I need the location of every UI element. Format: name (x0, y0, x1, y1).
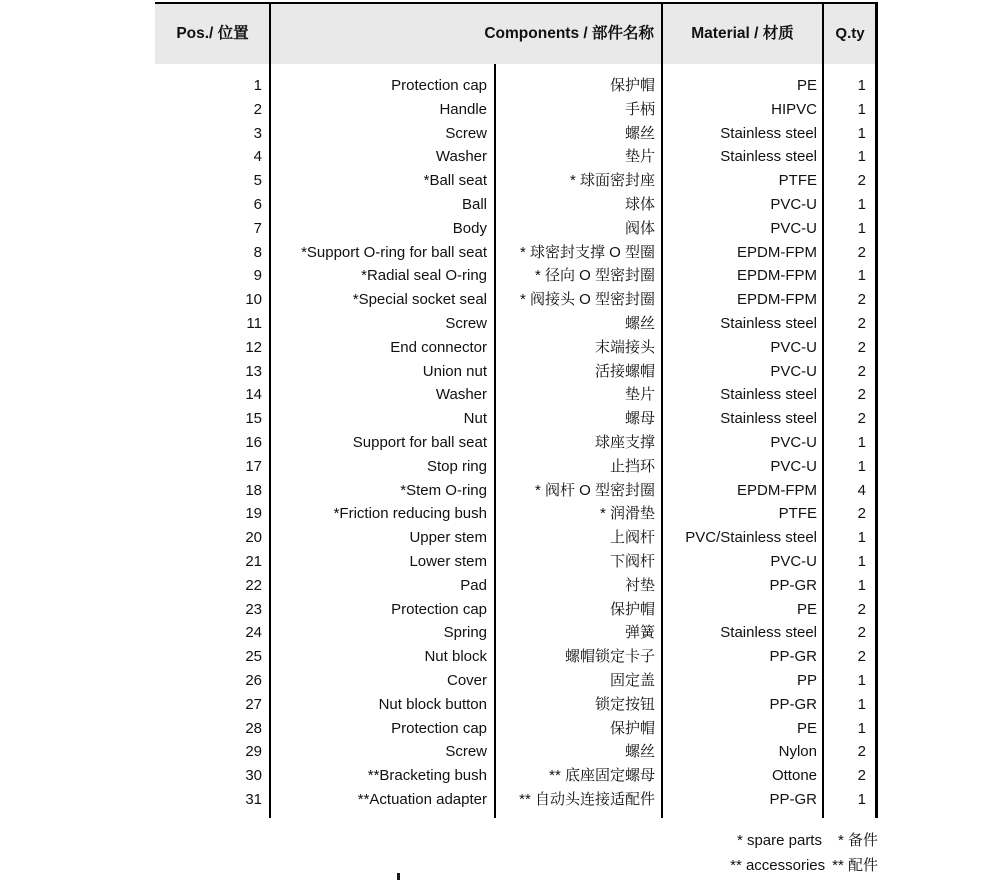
cell-qty: 1 (857, 529, 866, 547)
cell-pos: 6 (253, 195, 262, 213)
cell-pos: 2 (253, 100, 262, 118)
cell-en: *Radial seal O-ring (361, 267, 487, 285)
cell-zh: 末端接头 (594, 338, 655, 356)
cell-qty: 2 (857, 338, 866, 356)
cell-mat: PP (796, 671, 817, 689)
table-row (155, 122, 878, 146)
footnote-accessories (155, 853, 878, 878)
table-row (155, 502, 878, 526)
cell-en: Protection cap (391, 600, 487, 618)
cell-qty: 4 (857, 481, 866, 499)
cell-pos: 22 (245, 576, 262, 594)
cell-qty: 2 (857, 172, 866, 190)
cell-en: Washer (435, 148, 487, 166)
cell-pos: 11 (246, 314, 262, 332)
cell-qty: 1 (857, 719, 866, 737)
cell-mat: PP-GR (769, 648, 817, 666)
table-row (155, 621, 878, 645)
cell-qty: 1 (857, 576, 866, 594)
cell-pos: 7 (253, 219, 262, 237)
table-row (155, 693, 878, 717)
cell-qty: 1 (857, 433, 866, 451)
cell-zh: 螺丝 (624, 124, 655, 142)
cell-zh: 下阀杆 (609, 552, 655, 570)
cell-en: Ball (461, 195, 487, 213)
header-components: Components / 部件名称 (484, 25, 654, 42)
cell-en: Union nut (422, 362, 487, 380)
cell-zh: 上阀杆 (609, 529, 655, 547)
cell-qty: 2 (857, 410, 866, 428)
cell-zh: 保护帽 (609, 600, 655, 618)
cell-mat: Stainless steel (720, 148, 817, 166)
cell-qty: 2 (857, 243, 866, 261)
cell-zh: 阀体 (624, 219, 655, 237)
table-row (155, 788, 878, 812)
cell-qty: 1 (857, 671, 866, 689)
cell-pos: 23 (245, 600, 262, 618)
table-row (155, 550, 878, 574)
cell-pos: 8 (253, 243, 262, 261)
cell-mat: PP-GR (769, 695, 817, 713)
cell-en: *Friction reducing bush (333, 505, 487, 523)
cell-qty: 1 (857, 100, 866, 118)
cell-en: Spring (443, 624, 487, 642)
cell-mat: PP-GR (769, 576, 817, 594)
cell-zh: 球座支撑 (594, 433, 655, 451)
cell-pos: 5 (253, 172, 262, 190)
cell-en: *Support O-ring for ball seat (301, 243, 487, 261)
cell-mat: Stainless steel (720, 410, 817, 428)
cell-zh: 螺母 (624, 410, 655, 428)
cell-mat: PP-GR (769, 790, 817, 808)
cell-en: Protection cap (391, 77, 487, 94)
cell-en: Screw (445, 124, 487, 142)
cell-en: Nut block button (378, 695, 487, 713)
table-row (155, 241, 878, 265)
cell-en: Protection cap (391, 719, 487, 737)
cell-qty: 1 (857, 695, 866, 713)
cell-qty: 2 (857, 362, 866, 380)
cell-en: End connector (390, 338, 487, 356)
cell-zh: 活接螺帽 (594, 362, 655, 380)
cell-zh: 螺帽锁定卡子 (564, 648, 655, 666)
cell-pos: 18 (245, 481, 262, 499)
cell-zh: 手柄 (624, 100, 655, 118)
table-row (155, 669, 878, 693)
cell-pos: 4 (253, 148, 262, 166)
cell-pos: 31 (245, 790, 262, 808)
cell-qty: 1 (857, 790, 866, 808)
cell-pos: 19 (245, 505, 262, 523)
table-row (155, 193, 878, 217)
cell-qty: 1 (857, 77, 866, 94)
cell-qty: 2 (857, 505, 866, 523)
cell-pos: 14 (245, 386, 262, 404)
footnote-spare-zh: * 备件 (837, 832, 878, 849)
cell-pos: 3 (253, 124, 262, 142)
cell-mat: Stainless steel (720, 124, 817, 142)
cell-zh: 衬垫 (624, 576, 655, 594)
table-row (155, 217, 878, 241)
cell-qty: 2 (857, 314, 866, 332)
cell-mat: EPDM-FPM (737, 243, 817, 261)
cell-en: *Special socket seal (352, 291, 487, 309)
cell-mat: Stainless steel (720, 624, 817, 642)
cell-zh: 垫片 (624, 148, 655, 166)
cell-pos: 26 (245, 671, 262, 689)
cell-en: Nut block (424, 648, 487, 666)
cell-zh: ** 底座固定螺母 (549, 767, 655, 785)
cell-qty: 2 (857, 600, 866, 618)
cell-mat: PE (796, 719, 817, 737)
cell-pos: 21 (245, 552, 262, 570)
table-row (155, 312, 878, 336)
cell-mat: PVC-U (770, 362, 817, 380)
cell-zh: 保护帽 (609, 719, 655, 737)
table-row (155, 98, 878, 122)
cell-mat: Ottone (771, 767, 817, 785)
cell-zh: * 球密封支撑 O 型圈 (519, 243, 655, 261)
cell-qty: 2 (857, 291, 866, 309)
footnote-spare-en: * spare parts (736, 832, 822, 849)
cell-qty: 1 (857, 457, 866, 475)
cell-en: Pad (460, 576, 487, 594)
cell-qty: 1 (857, 148, 866, 166)
cell-zh: 垫片 (624, 386, 655, 404)
cell-pos: 16 (245, 433, 262, 451)
cell-zh: 固定盖 (609, 671, 655, 689)
cell-pos: 25 (245, 648, 262, 666)
cell-en: Screw (445, 743, 487, 761)
cell-qty: 1 (857, 124, 866, 142)
cell-en: **Bracketing bush (367, 767, 487, 785)
cell-pos: 27 (245, 695, 262, 713)
table-row (155, 336, 878, 360)
cell-en: *Stem O-ring (400, 481, 487, 499)
table-row (155, 764, 878, 788)
cell-pos: 10 (245, 291, 262, 309)
cell-qty: 2 (857, 743, 866, 761)
cell-mat: PE (796, 77, 817, 94)
header-pos: Pos./ 位置 (176, 25, 249, 42)
footnote-accessories-en: ** accessories (730, 857, 826, 874)
clipped-graphic-mark (397, 873, 400, 880)
table-row (155, 169, 878, 193)
cell-mat: PVC-U (770, 219, 817, 237)
table-row (155, 74, 878, 98)
cell-en: *Ball seat (423, 172, 487, 190)
table-row (155, 740, 878, 764)
cell-pos: 15 (245, 410, 262, 428)
cell-qty: 1 (857, 552, 866, 570)
cell-zh: * 径向 O 型密封圈 (534, 267, 655, 285)
cell-mat: Stainless steel (720, 314, 817, 332)
cell-en: Stop ring (426, 457, 487, 475)
cell-zh: * 阀接头 O 型密封圈 (519, 291, 655, 309)
cell-mat: PVC-U (770, 457, 817, 475)
cell-qty: 1 (857, 219, 866, 237)
cell-zh: ** 自动头连接适配件 (519, 790, 655, 808)
cell-zh: * 润滑垫 (599, 505, 655, 523)
cell-zh: 弹簧 (624, 624, 655, 642)
cell-qty: 2 (857, 386, 866, 404)
cell-pos: 17 (245, 457, 262, 475)
parts-table (155, 2, 878, 818)
cell-en: Washer (435, 386, 487, 404)
cell-en: Support for ball seat (352, 433, 487, 451)
table-row (155, 264, 878, 288)
cell-mat: PE (796, 600, 817, 618)
table-row (155, 645, 878, 669)
cell-zh: 保护帽 (609, 77, 655, 94)
cell-en: Screw (445, 314, 487, 332)
table-row (155, 145, 878, 169)
table-row (155, 455, 878, 479)
cell-qty: 2 (857, 624, 866, 642)
cell-mat: EPDM-FPM (737, 291, 817, 309)
cell-qty: 2 (857, 767, 866, 785)
table-row (155, 717, 878, 741)
cell-mat: Nylon (778, 743, 817, 761)
cell-mat: PVC/Stainless steel (685, 529, 817, 547)
cell-pos: 28 (245, 719, 262, 737)
footnote-accessories-zh: ** 配件 (832, 857, 878, 874)
cell-mat: PTFE (778, 505, 817, 523)
table-row (155, 407, 878, 431)
cell-en: Nut (463, 410, 487, 428)
cell-mat: PTFE (778, 172, 817, 190)
table-row (155, 479, 878, 503)
table-row (155, 431, 878, 455)
cell-pos: 13 (245, 362, 262, 380)
cell-mat: PVC-U (770, 433, 817, 451)
table-row (155, 526, 878, 550)
cell-en: Body (452, 219, 487, 237)
table-row (155, 288, 878, 312)
table-row (155, 360, 878, 384)
cell-en: Handle (439, 100, 487, 118)
cell-en: Lower stem (409, 552, 487, 570)
cell-mat: PVC-U (770, 552, 817, 570)
header-qty: Q.ty (835, 25, 865, 42)
table-row (155, 598, 878, 622)
cell-qty: 1 (857, 195, 866, 213)
cell-en: Upper stem (409, 529, 487, 547)
cell-pos: 1 (253, 77, 262, 94)
cell-qty: 2 (857, 648, 866, 666)
table-row (155, 383, 878, 407)
cell-mat: PVC-U (770, 195, 817, 213)
cell-zh: * 阀杆 O 型密封圈 (534, 481, 655, 499)
cell-mat: Stainless steel (720, 386, 817, 404)
cell-mat: HIPVC (771, 100, 817, 118)
cell-en: Cover (446, 671, 487, 689)
cell-pos: 12 (245, 338, 262, 356)
cell-pos: 30 (245, 767, 262, 785)
cell-zh: * 球面密封座 (569, 172, 655, 190)
cell-zh: 锁定按钮 (594, 695, 655, 713)
cell-zh: 螺丝 (624, 314, 655, 332)
cell-en: **Actuation adapter (357, 790, 487, 808)
header-material: Material / 材质 (691, 25, 794, 42)
footnote-spare-parts (155, 828, 878, 853)
footnotes (155, 828, 878, 878)
cell-pos: 24 (245, 624, 262, 642)
cell-mat: EPDM-FPM (737, 481, 817, 499)
table-row (155, 574, 878, 598)
cell-mat: EPDM-FPM (737, 267, 817, 285)
cell-qty: 1 (857, 267, 866, 285)
cell-mat: PVC-U (770, 338, 817, 356)
table-body (155, 74, 878, 812)
cell-zh: 螺丝 (624, 743, 655, 761)
cell-pos: 9 (253, 267, 262, 285)
cell-zh: 止挡环 (609, 457, 655, 475)
cell-pos: 20 (245, 529, 262, 547)
cell-zh: 球体 (624, 195, 655, 213)
cell-pos: 29 (245, 743, 262, 761)
